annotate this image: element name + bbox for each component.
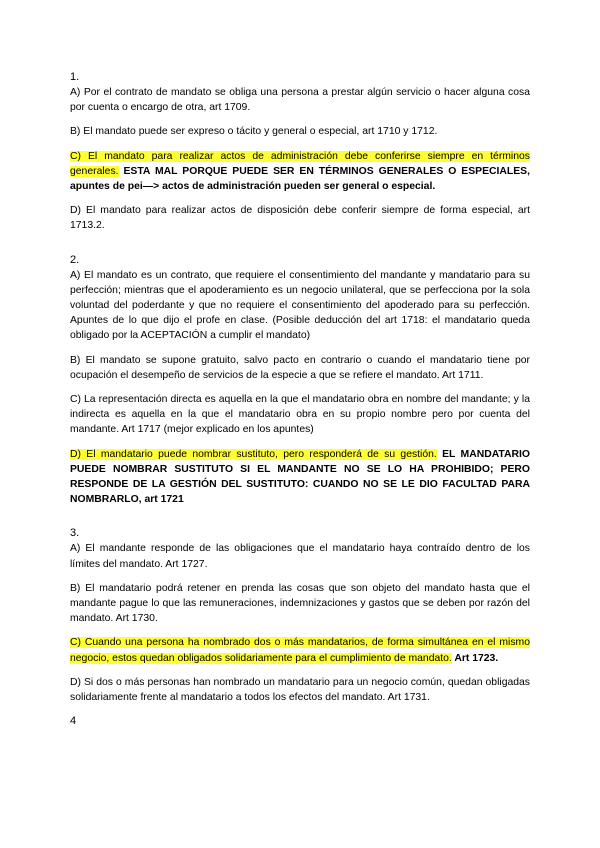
option-b: B) El mandatario podrá retener en prenda las cosas que son objeto del mandato hasta que el mandante pague lo que las remuneraciones, indemnizaciones y gastos que se deben por razón del mandato. Art 1730.	[70, 582, 530, 625]
question-number: 3.	[70, 527, 80, 540]
option-a: A) Por el contrato de mandato se obliga una persona a prestar algún servicio o hacer alguna cosa por cuenta o encargo de otra, art 1709.	[70, 87, 530, 114]
question-section-3	[70, 526, 530, 705]
option-d	[70, 447, 530, 508]
question-number: 2.	[70, 253, 80, 266]
option-b: B) El mandato se supone gratuito, salvo pacto en contrario o cuando el mandatario tiene por ocupación el desempeño de servicios de la especie a que se refiere el mandato. Art 1711.	[70, 354, 530, 381]
option-d: D) Si dos o más personas han nombrado un mandatario para un negocio común, quedan obligadas solidariamente frente al mandatario a todos los efectos del mandato. Art 1731.	[70, 676, 530, 704]
question-section-2	[70, 253, 530, 508]
option-b: B) El mandato puede ser expreso o tácito y general o especial, art 1710 y 1712.	[70, 126, 438, 138]
bold-note: ESTA MAL PORQUE PUEDE SER EN TÉRMINOS GENERALES O ESPECIALES, apuntes de pei—> actos de administración pueden ser general o especial.	[70, 165, 530, 193]
option-a: A) El mandato es un contrato, que requiere el consentimiento del mandante y mandatario para su perfección; mientras que el apoderamiento es un negocio unilateral, que se perfecciona por la sola voluntad del poderdante y que no requiere el consentimiento del apoderado para su perfección. Apuntes de lo que dijo el profe en clase. (Posible deducción del art 1718: el mandatario queda obligado por la ACEPTACIÓN a cumplir el mandato)	[70, 269, 530, 342]
document-page	[70, 70, 530, 729]
option-c	[70, 635, 530, 665]
highlighted-answer: D) El mandatario puede nombrar sustituto, pero responderá de su gestión.	[70, 448, 437, 460]
question-section-4	[70, 714, 530, 729]
option-c	[70, 149, 530, 195]
option-a: A) El mandante responde de las obligaciones que el mandatario haya contraído dentro de los límites del mandato. Art 1727.	[70, 543, 530, 570]
bold-note: Art 1723.	[451, 652, 499, 664]
highlighted-answer: C) El mandato para realizar actos de administración debe conferirse siempre en términos generales.	[70, 150, 530, 177]
question-number: 1.	[70, 71, 80, 83]
option-c: C) La representación directa es aquella en la que el mandatario obra en nombre del mandante; y la indirecta es aquella en la que el mandatario obra en su propio nombre pero por cuenta del mandante. Art 1717 (mejor explicado en los apuntes)	[70, 394, 530, 436]
bold-note: EL MANDATARIO PUEDE NOMBRAR SUSTITUTO SI EL MANDANTE NO SE LO HA PROHIBIDO; PERO RESPONDE DE LA GESTIÓN DEL SUSTITUTO: CUANDO NO SE LE DIO FACULTAD PARA NOMBRARLO, art 1721	[70, 448, 530, 506]
option-d: D) El mandato para realizar actos de disposición debe conferir siempre de forma especial, art 1713.2.	[70, 205, 530, 232]
question-section-1	[70, 70, 530, 234]
question-number: 4	[70, 715, 77, 728]
highlighted-answer: C) Cuando una persona ha nombrado dos o más mandatarios, de forma simultánea en el mismo negocio, estos quedan obligados solidariamente para el cumplimiento de mandato.	[70, 637, 530, 664]
